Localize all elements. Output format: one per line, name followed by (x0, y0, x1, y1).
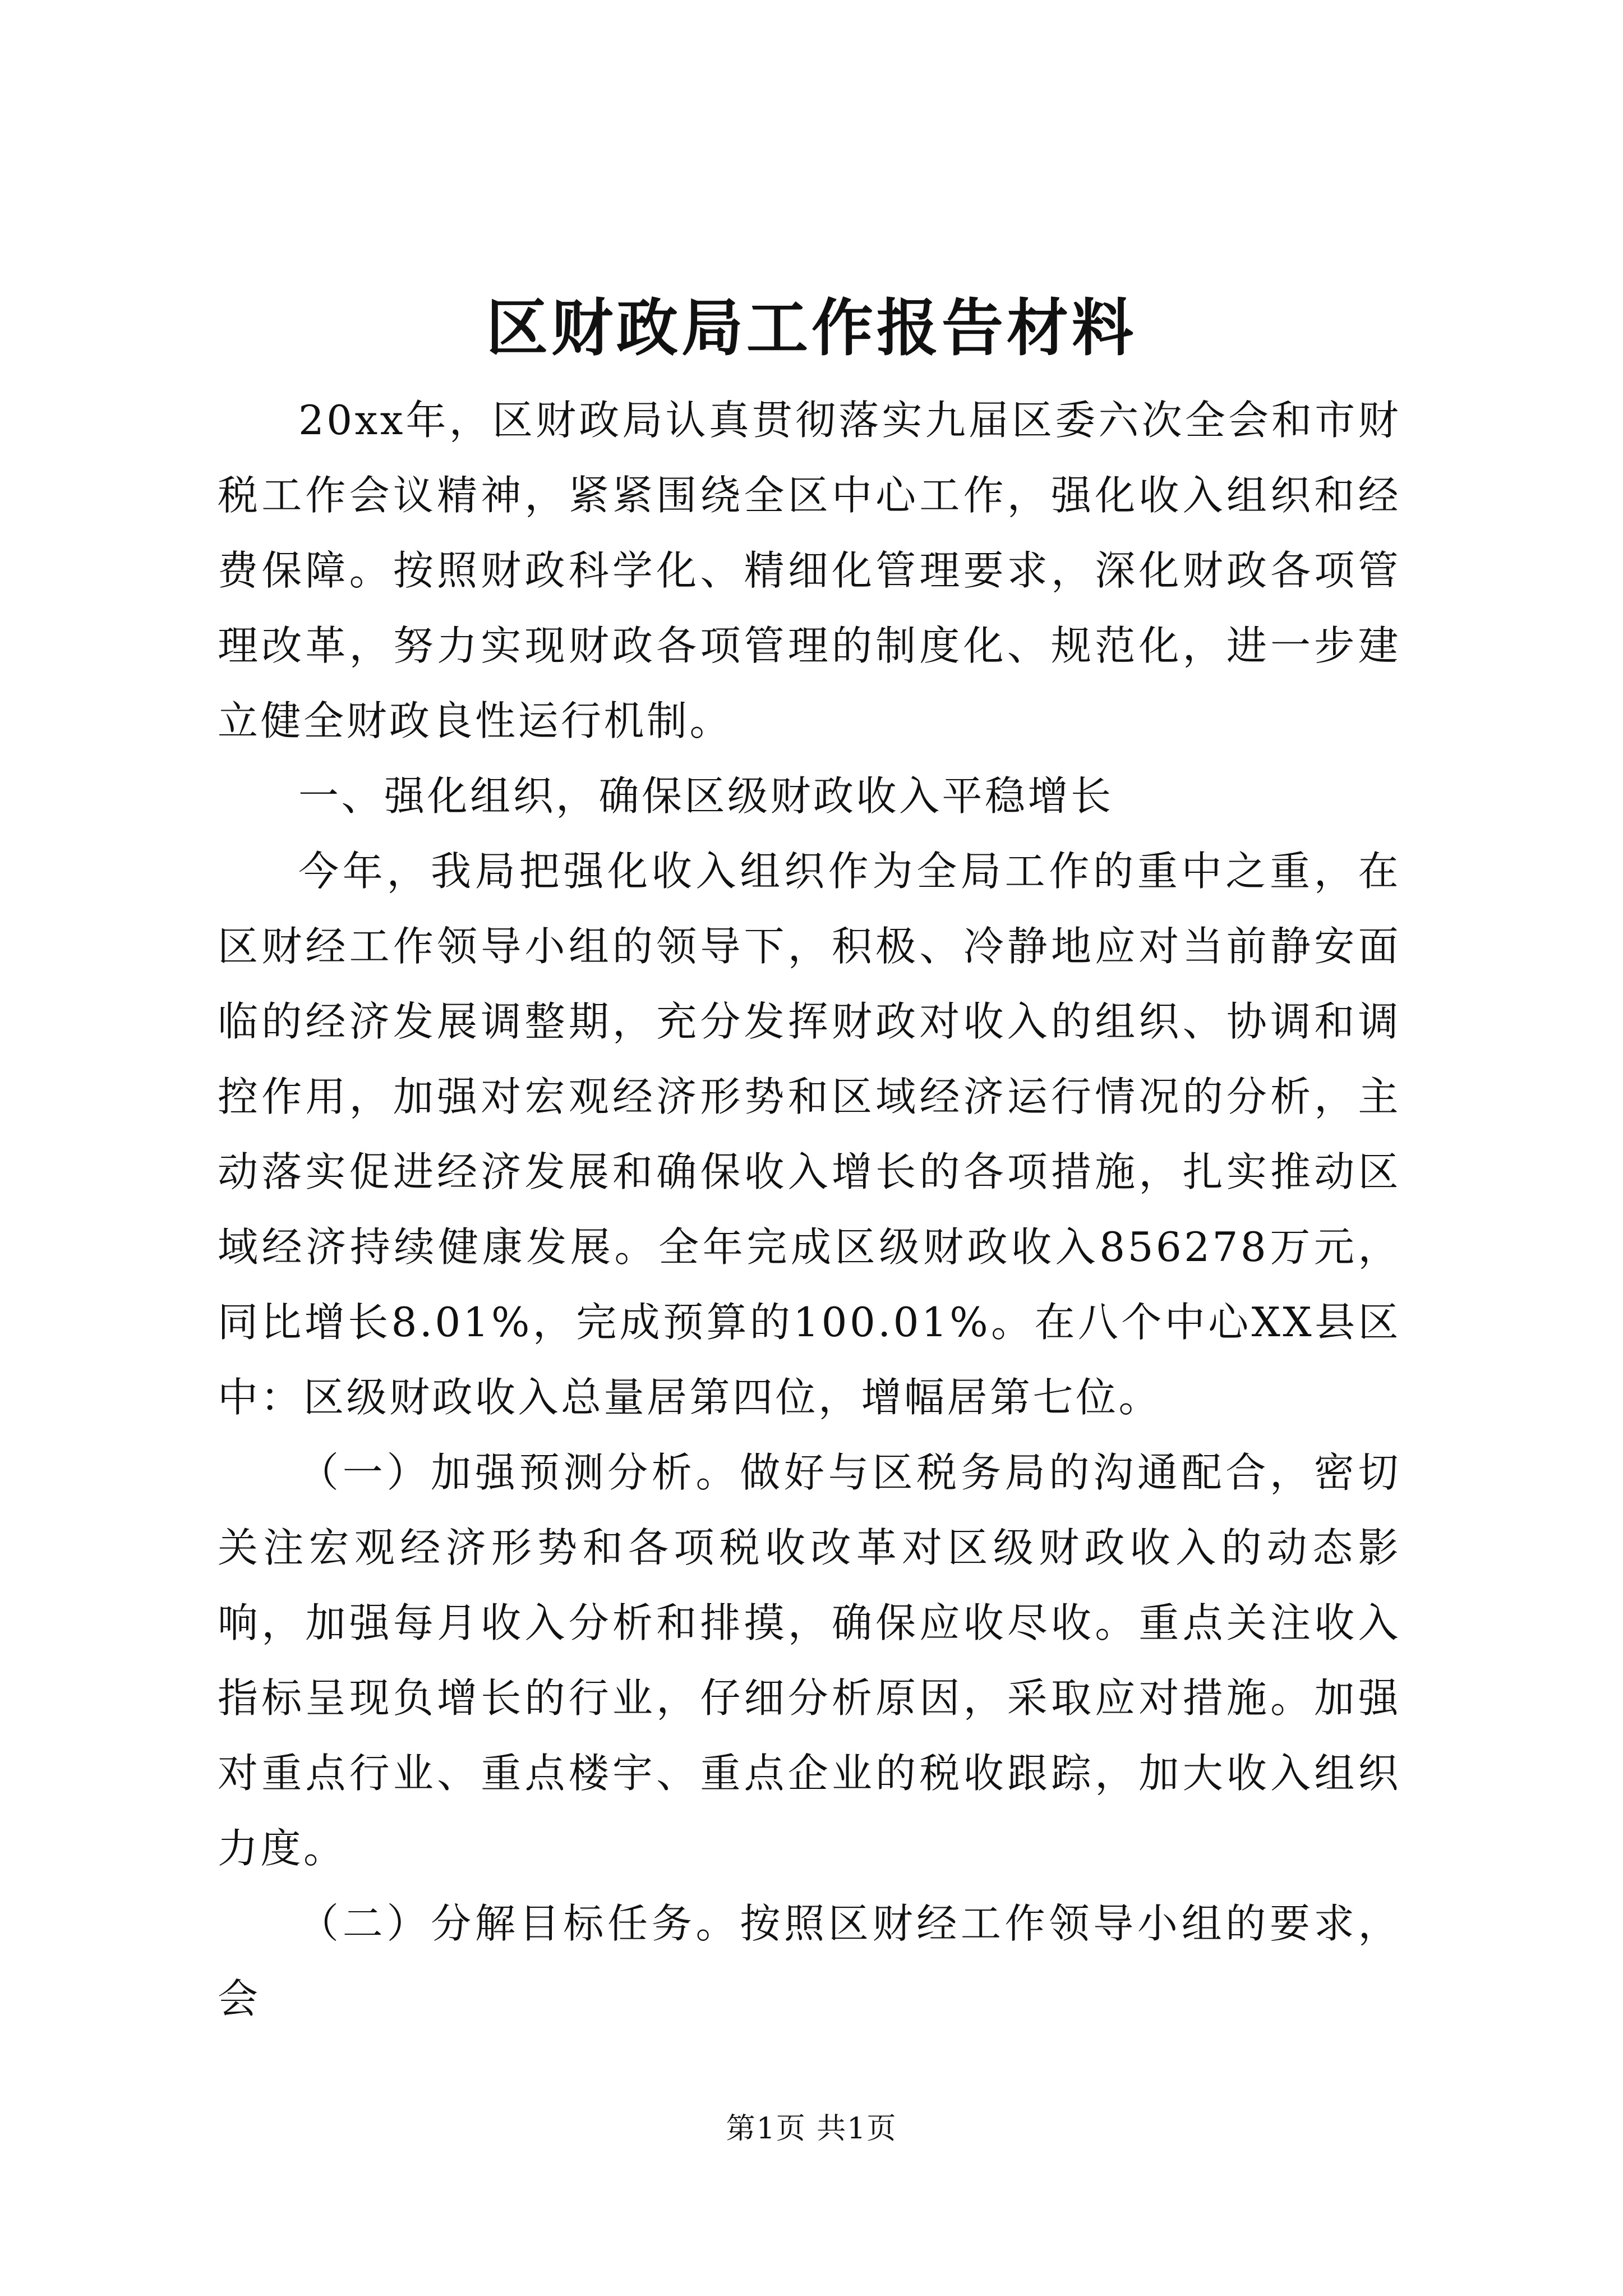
page-footer: 第1页 共1页 (726, 2112, 897, 2146)
subsection-2-paragraph: （二）分解目标任务。按照区财经工作领导小组的要求，会 (218, 1900, 1401, 2022)
section-1-paragraph: 今年，我局把强化收入组织作为全局工作的重中之重，在区财经工作领导小组的领导下，积极、冷静地应对当前静安面临的经济发展调整期，充分发挥财政对收入的组织、协调和调控作用，加强对宏观经济形势和区域经济运行情况的分析，主动落实促进经济发展和确保收入增长的各项措施，扎实推动区域经济持续健康发展。全年完成区级财政收入856278万元，同比增长8.01%，完成预算的100.01%。在八个中心XX县区中：区级财政收入总量居第四位，增幅居第七位。 (218, 848, 1401, 1421)
section-heading-1: 一、强化组织，确保区级财政收入平稳增长 (298, 772, 1114, 820)
document-title: 区财政局工作报告材料 (486, 292, 1137, 364)
subsection-1-paragraph: （一）加强预测分析。做好与区税务局的沟通配合，密切关注宏观经济形势和各项税收改革对区级财政收入的动态影响，加强每月收入分析和排摸，确保应收尽收。重点关注收入指标呈现负增长的行业，仔细分析原因，采取应对措施。加强对重点行业、重点楼宇、重点企业的税收跟踪，加大收入组织力度。 (218, 1449, 1401, 1872)
intro-paragraph: 20xx年，区财政局认真贯彻落实九届区委六次全会和市财税工作会议精神，紧紧围绕全区中心工作，强化收入组织和经费保障。按照财政科学化、精细化管理要求，深化财政各项管理改革，努力实现财政各项管理的制度化、规范化，进一步建立健全财政良性运行机制。 (218, 397, 1401, 744)
document-body (218, 383, 1401, 2036)
